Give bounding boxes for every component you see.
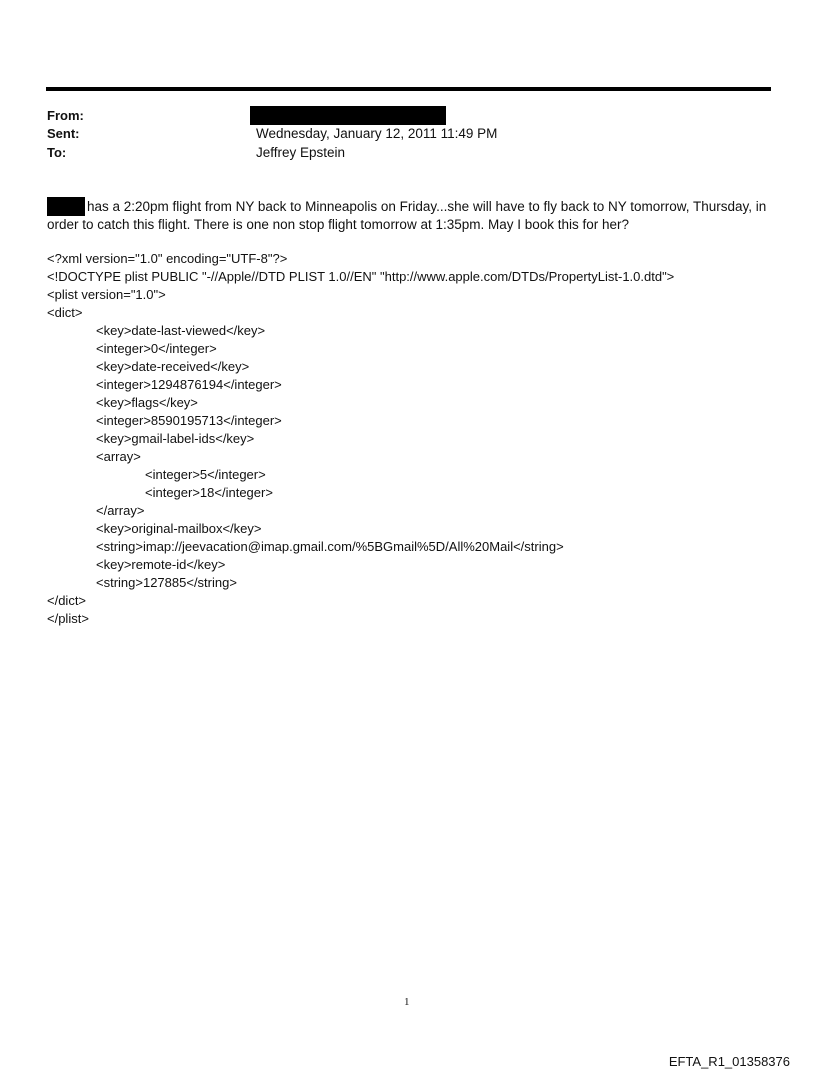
xml-line: <integer>0</integer> [96, 341, 217, 356]
to-value: Jeffrey Epstein [256, 145, 346, 160]
xml-line: </dict> [47, 593, 87, 608]
xml-line: <integer>8590195713</integer> [96, 413, 282, 428]
xml-line: </array> [96, 503, 145, 518]
xml-line: <key>flags</key> [96, 395, 198, 410]
xml-line: <integer>5</integer> [145, 467, 266, 482]
xml-line: <?xml version="1.0" encoding="UTF-8"?> [47, 251, 288, 266]
header-rule [46, 87, 771, 91]
xml-line: <integer>18</integer> [145, 485, 273, 500]
xml-line: <key>date-received</key> [96, 359, 250, 374]
xml-line: <key>remote-id</key> [96, 557, 226, 572]
xml-line: <plist version="1.0"> [47, 287, 166, 302]
from-label: From: [47, 108, 84, 123]
bates-number: EFTA_R1_01358376 [668, 1054, 790, 1069]
xml-line: <array> [96, 449, 141, 464]
xml-line: <!DOCTYPE plist PUBLIC "-//Apple//DTD PLIST 1.0//EN" "http://www.apple.com/DTDs/PropertyList-1.0.dtd"> [47, 269, 675, 284]
xml-line: <key>original-mailbox</key> [96, 521, 262, 536]
message-body [47, 198, 772, 234]
xml-line: <string>imap://jeevacation@imap.gmail.com/%5BGmail%5D/All%20Mail</string> [96, 539, 564, 554]
xml-line: <key>gmail-label-ids</key> [96, 431, 255, 446]
plist-xml-block [47, 250, 674, 628]
message-line-1: has a 2:20pm flight from NY back to Minneapolis on Friday...she will have to fly back to NY tomorrow, Thursday, in [87, 199, 767, 214]
page-number: 1 [404, 996, 410, 1008]
to-label: To: [47, 145, 67, 160]
xml-line: <string>127885</string> [96, 575, 237, 590]
sent-label: Sent: [47, 126, 80, 141]
xml-line: <dict> [47, 305, 83, 320]
sent-value: Wednesday, January 12, 2011 11:49 PM [256, 126, 498, 141]
xml-line: <integer>1294876194</integer> [96, 377, 282, 392]
message-line-2: order to catch this flight. There is one non stop flight tomorrow at 1:35pm. May I book this for her? [47, 217, 630, 232]
xml-line: <key>date-last-viewed</key> [96, 323, 266, 338]
xml-line: </plist> [47, 611, 89, 626]
redacted-sender [250, 106, 446, 125]
